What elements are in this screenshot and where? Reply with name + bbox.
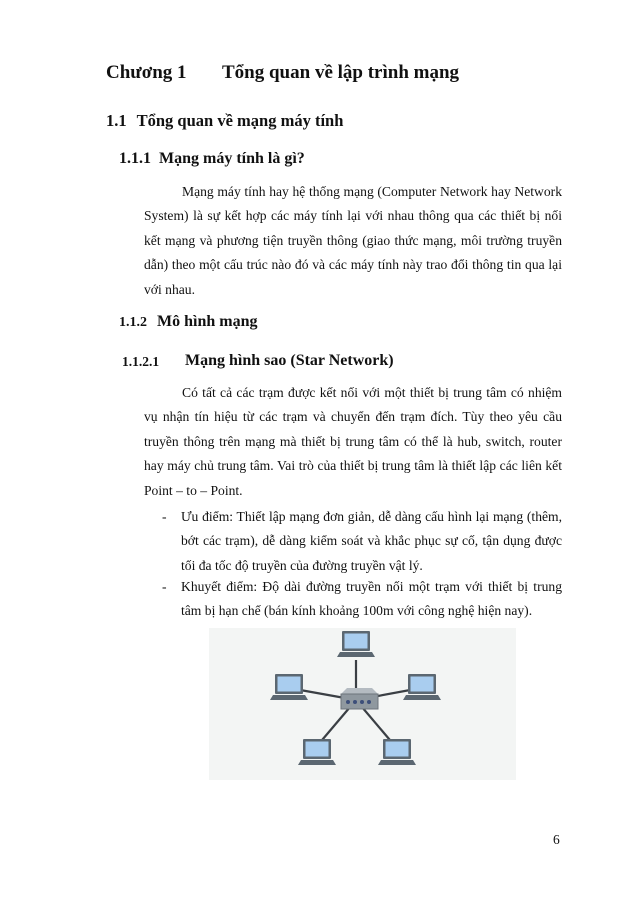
star-network-paragraph: Có tất cả các trạm được kết nối với một thiết bị trung tâm có nhiệm vụ nhận tín hiệu từ các trạm và chuyển đến trạm đích. Tùy theo yêu cầu truyền thông trên mạng mà thiết bị trung tâm có thể là hub, switch, router hay máy chủ trung tâm. Vai trò của thiết bị trung tâm là thiết lập các liên kết Point – to – Point. (144, 385, 562, 498)
laptop-icon (403, 674, 441, 700)
laptop-icon (378, 739, 416, 765)
section-1-1-1-number: 1.1.1 (119, 150, 151, 167)
section-1-1-2-1-number: 1.1.2.1 (122, 354, 160, 369)
bullet-text: Khuyết điểm: Độ dài đường truyền nối một trạm với thiết bị trung tâm bị hạn chế (bán kính khoảng 100m với công nghệ hiện nay). (181, 579, 562, 619)
chapter-number: Chương 1 (106, 62, 187, 83)
section-1-1-2-number: 1.1.2 (119, 315, 147, 330)
star-network-diagram (209, 628, 516, 780)
network-definition-paragraph: Mạng máy tính hay hệ thống mạng (Computer Network hay Network System) là sự kết hợp các máy tính lại với nhau thông qua các thiết bị nối kết mạng và phương tiện truyền thông (giao thức mạng, môi trường truyền dẫn) theo một cấu trúc nào đó và các máy tính này trao đổi thông tin qua lại với nhau. (144, 184, 562, 297)
chapter-heading (106, 62, 460, 84)
hub-icon (341, 688, 378, 709)
section-1-1-1-title: Mạng máy tính là gì? (159, 150, 305, 167)
section-1-1-2-1-title: Mạng hình sao (Star Network) (185, 352, 394, 369)
list-item-disadvantages (162, 575, 562, 624)
section-1-1-2-1-heading (122, 352, 394, 371)
bullet-text: Ưu điểm: Thiết lập mạng đơn giản, dễ dàng cấu hình lại mạng (thêm, bớt các trạm), dễ dàng kiểm soát và khắc phục sự cố, tận dụng được tối đa tốc độ truyền của đường truyền vật lý. (181, 509, 562, 573)
section-1-1-heading (106, 111, 343, 131)
section-1-1-number: 1.1 (106, 111, 127, 130)
section-1-1-2-title: Mô hình mạng (157, 313, 258, 330)
bullet-marker: - (162, 509, 167, 524)
section-1-1-1-heading (119, 150, 305, 168)
laptop-icon (337, 631, 375, 657)
page-number: 6 (553, 832, 560, 847)
laptop-icon (270, 674, 308, 700)
section-1-1-title: Tổng quan về mạng máy tính (136, 111, 344, 130)
list-item-advantages (162, 505, 562, 578)
star-network-figure (209, 628, 516, 780)
section-1-1-2-heading (119, 313, 257, 331)
bullet-marker: - (162, 579, 167, 594)
laptop-icon (298, 739, 336, 765)
chapter-title: Tổng quan về lập trình mạng (222, 62, 460, 83)
